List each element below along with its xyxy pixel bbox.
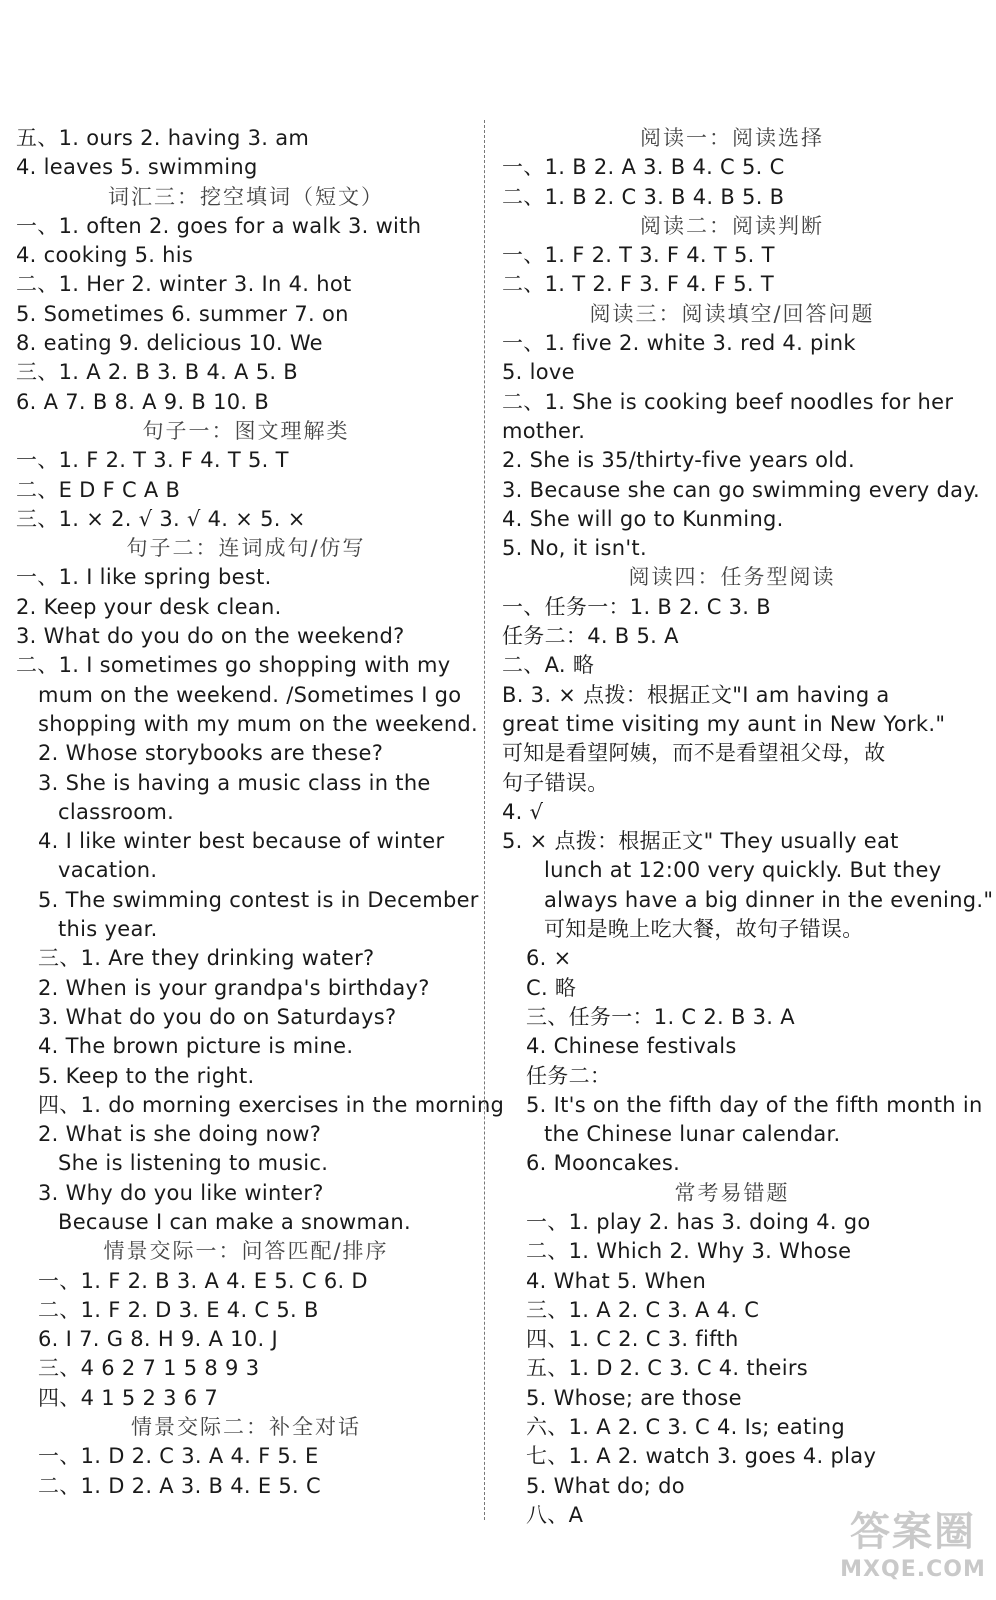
answer-line: 五、1. ours 2. having 3. am bbox=[16, 126, 310, 150]
answer-line: 三、1. × 2. √ 3. √ 4. × 5. × bbox=[16, 506, 306, 531]
answer-line: 2. Whose storybooks are these? bbox=[38, 741, 384, 766]
answer-line: B. 3. × 点拨：根据正文"I am having a bbox=[502, 682, 890, 707]
section-heading: 句子一：图文理解类 bbox=[142, 418, 350, 443]
answer-line: 四、4 1 5 2 3 6 7 bbox=[38, 1385, 219, 1410]
answer-line: 5. Sometimes 6. summer 7. on bbox=[16, 301, 349, 326]
section-heading: 情景交际一：问答匹配/排序 bbox=[103, 1239, 389, 1264]
answer-line: 三、1. A 2. C 3. A 4. C bbox=[526, 1297, 760, 1322]
answer-line: 4. cooking 5. his bbox=[16, 243, 194, 268]
answer-line: 一、1. often 2. goes for a walk 3. with bbox=[16, 213, 422, 238]
answer-line: 二、A. 略 bbox=[502, 653, 595, 678]
answer-line: 3. She is having a music class in the bbox=[38, 770, 431, 795]
answer-line: 二、1. B 2. C 3. B 4. B 5. B bbox=[502, 184, 785, 209]
answer-line: 二、1. T 2. F 3. F 4. F 5. T bbox=[502, 272, 774, 297]
answer-line: 5. It's on the fifth day of the fifth month in bbox=[526, 1092, 983, 1117]
answer-line: 二、1. D 2. A 3. B 4. E 5. C bbox=[38, 1473, 321, 1498]
answer-line: 七、1. A 2. watch 3. goes 4. play bbox=[526, 1444, 877, 1469]
answer-line: shopping with my mum on the weekend. bbox=[38, 711, 479, 736]
answer-line: 二、E D F C A B bbox=[16, 477, 181, 502]
answer-line: 5. What do; do bbox=[526, 1473, 685, 1498]
answer-line: 句子错误。 bbox=[502, 770, 609, 795]
section-heading: 情景交际二：补全对话 bbox=[131, 1415, 361, 1440]
answer-line: 3. Why do you like winter? bbox=[38, 1180, 324, 1205]
watermark-logo bbox=[838, 1508, 988, 1592]
section-heading: 阅读四：任务型阅读 bbox=[628, 565, 836, 590]
answer-line: 4. √ bbox=[502, 799, 544, 824]
answer-line: 5. love bbox=[502, 360, 575, 385]
left-column bbox=[16, 124, 505, 1501]
answer-line: 8. eating 9. delicious 10. We bbox=[16, 331, 323, 356]
answer-line: 可知是看望阿姨，而不是看望祖父母，故 bbox=[502, 741, 886, 766]
answer-line: 2. When is your grandpa's birthday? bbox=[38, 975, 430, 1000]
answer-line: mum on the weekend. /Sometimes I go bbox=[38, 682, 462, 707]
answer-line: 5. Whose; are those bbox=[526, 1385, 742, 1410]
answer-line: 五、1. D 2. C 3. C 4. theirs bbox=[526, 1356, 809, 1381]
answer-line: 八、A bbox=[526, 1502, 584, 1527]
answer-line: 三、任务一：1. C 2. B 3. A bbox=[526, 1004, 795, 1029]
answer-line: She is listening to music. bbox=[58, 1151, 329, 1176]
section-heading: 句子二：连词成句/仿写 bbox=[126, 536, 366, 561]
answer-line: 2. She is 35/thirty-five years old. bbox=[502, 448, 855, 473]
answer-line: 5. The swimming contest is in December bbox=[38, 887, 479, 912]
answer-line: 3. What do you do on the weekend? bbox=[16, 624, 405, 649]
answer-line: 6. Mooncakes. bbox=[526, 1151, 681, 1176]
answer-line: 四、1. do morning exercises in the morning bbox=[38, 1092, 505, 1117]
answer-line: 六、1. A 2. C 3. C 4. Is; eating bbox=[526, 1415, 845, 1440]
answer-line: 二、1. F 2. D 3. E 4. C 5. B bbox=[38, 1297, 319, 1322]
answer-line: 一、1. F 2. T 3. F 4. T 5. T bbox=[502, 243, 775, 268]
answer-line: 二、1. Which 2. Why 3. Whose bbox=[526, 1239, 852, 1264]
answer-line: 一、任务一：1. B 2. C 3. B bbox=[502, 594, 771, 619]
answer-line: the Chinese lunar calendar. bbox=[544, 1122, 841, 1147]
answer-line: Because I can make a snowman. bbox=[58, 1209, 412, 1234]
answer-line: 4. The brown picture is mine. bbox=[38, 1034, 354, 1059]
answer-line: 6. × bbox=[526, 946, 572, 971]
answer-line: 一、1. D 2. C 3. A 4. F 5. E bbox=[38, 1444, 319, 1469]
section-heading: 阅读一：阅读选择 bbox=[640, 126, 824, 150]
answer-line: 4. I like winter best because of winter bbox=[38, 829, 445, 854]
answer-line: 4. She will go to Kunming. bbox=[502, 506, 784, 531]
answer-line: 一、1. F 2. T 3. F 4. T 5. T bbox=[16, 448, 289, 473]
right-column bbox=[502, 124, 994, 1530]
answer-line: lunch at 12:00 very quickly. But they bbox=[544, 858, 942, 883]
answer-line: 3. What do you do on Saturdays? bbox=[38, 1004, 397, 1029]
answer-line: 5. No, it isn't. bbox=[502, 536, 647, 561]
answer-line: 6. I 7. G 8. H 9. A 10. J bbox=[38, 1327, 278, 1352]
answer-line: 2. What is she doing now? bbox=[38, 1122, 322, 1147]
answer-line: C. 略 bbox=[526, 975, 577, 1000]
answer-line: 二、1. I sometimes go shopping with my bbox=[16, 653, 451, 678]
answer-line: 一、1. five 2. white 3. red 4. pink bbox=[502, 331, 856, 356]
answer-line: 一、1. B 2. A 3. B 4. C 5. C bbox=[502, 155, 785, 180]
answer-line: 任务二：4. B 5. A bbox=[502, 624, 679, 649]
answer-line: 三、1. Are they drinking water? bbox=[38, 946, 375, 971]
answer-line: 三、4 6 2 7 1 5 8 9 3 bbox=[38, 1356, 260, 1381]
column-divider bbox=[484, 120, 485, 1520]
section-heading: 词汇三：挖空填词（短文） bbox=[108, 184, 384, 209]
answer-line: classroom. bbox=[58, 799, 175, 824]
answer-line: 一、1. F 2. B 3. A 4. E 5. C 6. D bbox=[38, 1268, 368, 1293]
section-heading: 阅读三：阅读填空/回答问题 bbox=[589, 301, 875, 326]
answer-line: mother. bbox=[502, 418, 586, 443]
answer-line: 一、1. I like spring best. bbox=[16, 565, 272, 590]
answer-line: 二、1. Her 2. winter 3. In 4. hot bbox=[16, 272, 352, 297]
answer-line: 5. Keep to the right. bbox=[38, 1063, 255, 1088]
answer-line: 6. A 7. B 8. A 9. B 10. B bbox=[16, 389, 270, 414]
section-heading: 阅读二：阅读判断 bbox=[640, 213, 824, 238]
answer-line: 2. Keep your desk clean. bbox=[16, 594, 282, 619]
answer-line: 二、1. She is cooking beef noodles for her bbox=[502, 389, 954, 414]
answer-line: 四、1. C 2. C 3. fifth bbox=[526, 1327, 739, 1352]
watermark-url: MXQE.COM bbox=[840, 1557, 986, 1582]
answer-line: 4. leaves 5. swimming bbox=[16, 155, 258, 180]
answer-line: 一、1. play 2. has 3. doing 4. go bbox=[526, 1209, 871, 1234]
answer-line: 3. Because she can go swimming every day. bbox=[502, 477, 981, 502]
answer-line: vacation. bbox=[58, 858, 158, 883]
answer-line: 4. Chinese festivals bbox=[526, 1034, 737, 1059]
answer-line: great time visiting my aunt in New York." bbox=[502, 711, 946, 736]
answer-line: 可知是晚上吃大餐，故句子错误。 bbox=[544, 917, 864, 942]
answer-line: 5. × 点拨：根据正文" They usually eat bbox=[502, 829, 899, 854]
section-heading: 常考易错题 bbox=[674, 1180, 790, 1205]
watermark-glyphs: 答案圈 bbox=[850, 1509, 976, 1555]
answer-line: 任务二： bbox=[526, 1063, 612, 1088]
answer-line: 三、1. A 2. B 3. B 4. A 5. B bbox=[16, 360, 299, 385]
answer-line: this year. bbox=[58, 917, 158, 942]
answer-line: always have a big dinner in the evening." bbox=[544, 887, 994, 912]
answer-line: 4. What 5. When bbox=[526, 1268, 707, 1293]
